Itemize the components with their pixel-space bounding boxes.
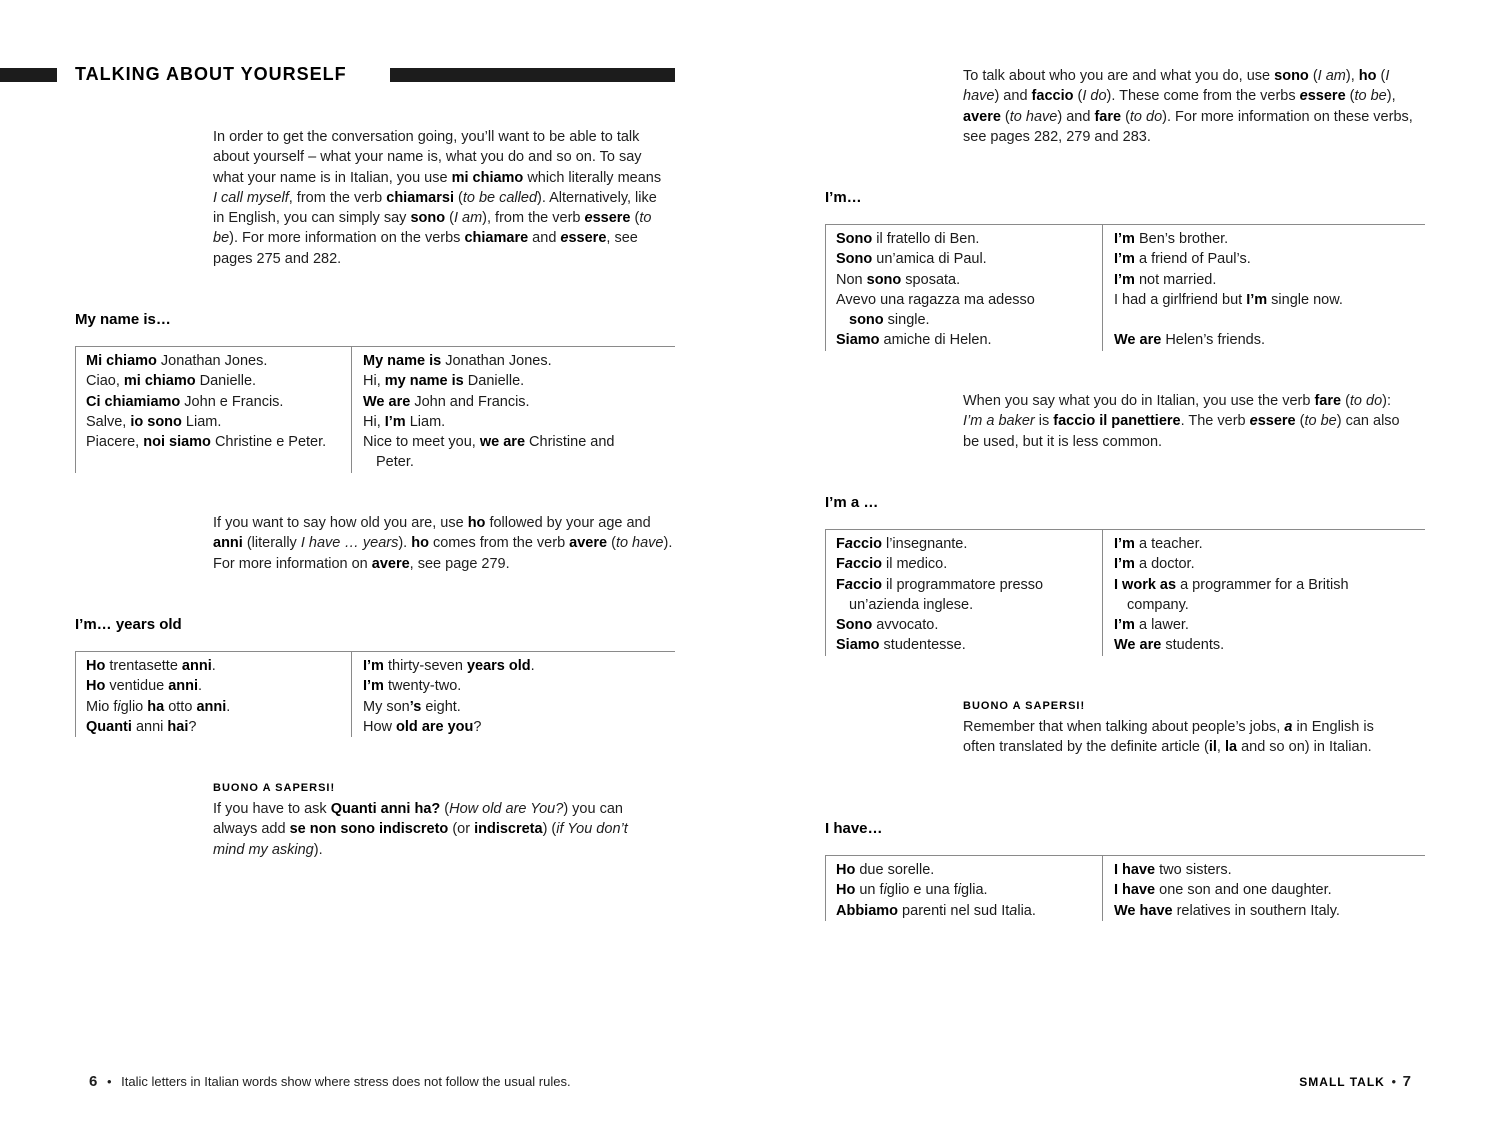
title-bar-left	[0, 68, 57, 82]
table-row: Siamo amiche di Helen.	[836, 332, 992, 349]
name-table-english	[351, 347, 663, 473]
footer-bullet-right: •	[1391, 1074, 1397, 1089]
age-heading: I’m… years old	[75, 616, 182, 633]
table-row: Piacere, noi siamo Christine e Peter.	[86, 434, 327, 451]
table-row: I’m a teacher.	[1114, 536, 1203, 552]
job-intro-paragraph: When you say what you do in Italian, you use the verb fare (to do): I’m a baker is faccio il panettiere. The verb essere (to be) can also be used, but it is less common.	[963, 393, 1400, 450]
table-row: How old are you?	[363, 718, 482, 735]
table-row: Ho ventidue anni.	[86, 678, 203, 695]
table-row: We are students.	[1114, 637, 1225, 654]
table-row: We have relatives in southern Italy.	[1114, 902, 1340, 919]
have-table	[825, 855, 1425, 917]
have-table-english	[1102, 856, 1414, 921]
table-row: Siamo studentesse.	[836, 637, 966, 654]
tip-label-left: BUONO A SAPERSI!	[213, 782, 336, 794]
table-row: Hi, I’m Liam.	[363, 413, 446, 430]
table-row: un’azienda inglese.	[849, 596, 974, 613]
table-row: My son’s eight.	[363, 698, 461, 715]
table-row: Sono un’amica di Paul.	[836, 251, 987, 268]
job-heading: I’m a …	[825, 494, 879, 511]
table-row: Ci chiamiamo John e Francis.	[86, 393, 284, 410]
age-intro-paragraph: If you want to say how old you are, use ho followed by your age and anni (literally I have … years). ho comes from the verb avere (to have). For more information on avere, see page 279.	[213, 515, 673, 572]
footer-section: SMALL TALK	[1299, 1075, 1385, 1089]
title-bar-right	[390, 68, 675, 82]
table-row: Quanti anni hai?	[86, 718, 197, 735]
table-row: Faccio l’insegnante.	[836, 536, 968, 552]
table-row	[1114, 310, 1414, 330]
table-row: Salve, io sono Liam.	[86, 413, 222, 430]
table-row: Ho un figlio e una figlia.	[836, 882, 988, 899]
im-heading: I’m…	[825, 189, 862, 206]
table-row: Abbiamo parenti nel sud Italia.	[836, 902, 1036, 919]
page-number-left: 6	[89, 1073, 98, 1090]
page-number-right: 7	[1402, 1073, 1411, 1090]
table-row: Ho trentasette anni.	[86, 658, 216, 674]
intro-paragraph: In order to get the conversation going, you’ll want to be able to talk about yourself – what your name is, what you do and so on. To say what your name is in Italian, you use mi chiamo which literally means I call myself, from the verb chiamarsi (to be called). Alternatively, like in English, you can simply say sono (I am), from the verb essere (to be). For more information on the verbs chiamare and essere, see pages 275 and 282.	[213, 129, 662, 267]
table-row: I had a girlfriend but I’m single now.	[1114, 291, 1343, 308]
table-row: I’m a doctor.	[1114, 556, 1195, 573]
age-table	[75, 651, 675, 733]
im-table-italian	[825, 225, 1101, 351]
table-row: Faccio il medico.	[836, 556, 948, 573]
table-row: Hi, my name is Danielle.	[363, 373, 525, 390]
table-row: I have one son and one daughter.	[1114, 882, 1332, 899]
table-row: Non sono sposata.	[836, 271, 961, 288]
table-row: We are John and Francis.	[363, 393, 530, 410]
table-row: I’m Ben’s brother.	[1114, 231, 1229, 247]
name-table-italian	[75, 347, 351, 473]
footer-right	[1299, 1073, 1411, 1090]
table-row: I’m twenty-two.	[363, 678, 462, 695]
table-row: My name is Jonathan Jones.	[363, 353, 552, 369]
job-table	[825, 529, 1425, 652]
section-title: TALKING ABOUT YOURSELF	[75, 64, 347, 84]
footer-left	[89, 1073, 571, 1090]
table-row: I’m a friend of Paul’s.	[1114, 251, 1251, 268]
have-heading: I have…	[825, 820, 883, 837]
table-row: Nice to meet you, we are Christine and	[363, 434, 615, 451]
have-table-italian	[825, 856, 1101, 921]
table-row: sono single.	[849, 312, 930, 329]
age-table-english	[351, 652, 663, 737]
im-table	[825, 224, 1425, 347]
table-row: Avevo una ragazza ma adesso	[836, 291, 1035, 308]
table-row: Ciao, mi chiamo Danielle.	[86, 373, 257, 390]
table-row: Sono avvocato.	[836, 617, 939, 634]
table-row: Mi chiamo Jonathan Jones.	[86, 353, 268, 369]
im-table-english	[1102, 225, 1414, 351]
table-row: I work as a programmer for a British	[1114, 576, 1349, 593]
footer-note: Italic letters in Italian words show where stress does not follow the usual rules.	[121, 1074, 571, 1089]
table-row: Sono il fratello di Ben.	[836, 231, 980, 247]
table-row: Ho due sorelle.	[836, 862, 935, 878]
tip-label-right: BUONO A SAPERSI!	[963, 700, 1086, 712]
table-row: We are Helen’s friends.	[1114, 332, 1265, 349]
name-table	[75, 346, 675, 469]
age-table-italian	[75, 652, 351, 737]
footer-bullet-left: •	[106, 1074, 112, 1089]
job-table-italian	[825, 530, 1101, 656]
tip-paragraph-right: Remember that when talking about people’s jobs, a in English is often translated by the definite article (il, la and so on) in Italian.	[963, 719, 1374, 756]
table-row: I’m thirty-seven years old.	[363, 658, 535, 674]
table-row: company.	[1127, 596, 1189, 613]
table-row: Mio figlio ha otto anni.	[86, 698, 231, 715]
table-row: I’m a lawer.	[1114, 617, 1189, 634]
table-row: Peter.	[376, 454, 414, 471]
job-table-english	[1102, 530, 1414, 656]
table-row: I’m not married.	[1114, 271, 1217, 288]
table-row: I have two sisters.	[1114, 862, 1232, 878]
tip-paragraph-left: If you have to ask Quanti anni ha? (How old are You?) you can always add se non sono indiscreto (or indiscreta) (if You don’t mind my asking).	[213, 801, 628, 858]
name-heading: My name is…	[75, 311, 171, 328]
table-row: Faccio il programmatore presso	[836, 576, 1044, 593]
right-intro-paragraph: To talk about who you are and what you do, use sono (I am), ho (I have) and faccio (I do). These come from the verbs essere (to be), avere (to have) and fare (to do). For more information on these verbs, see pages 282, 279 and 283.	[963, 68, 1413, 145]
